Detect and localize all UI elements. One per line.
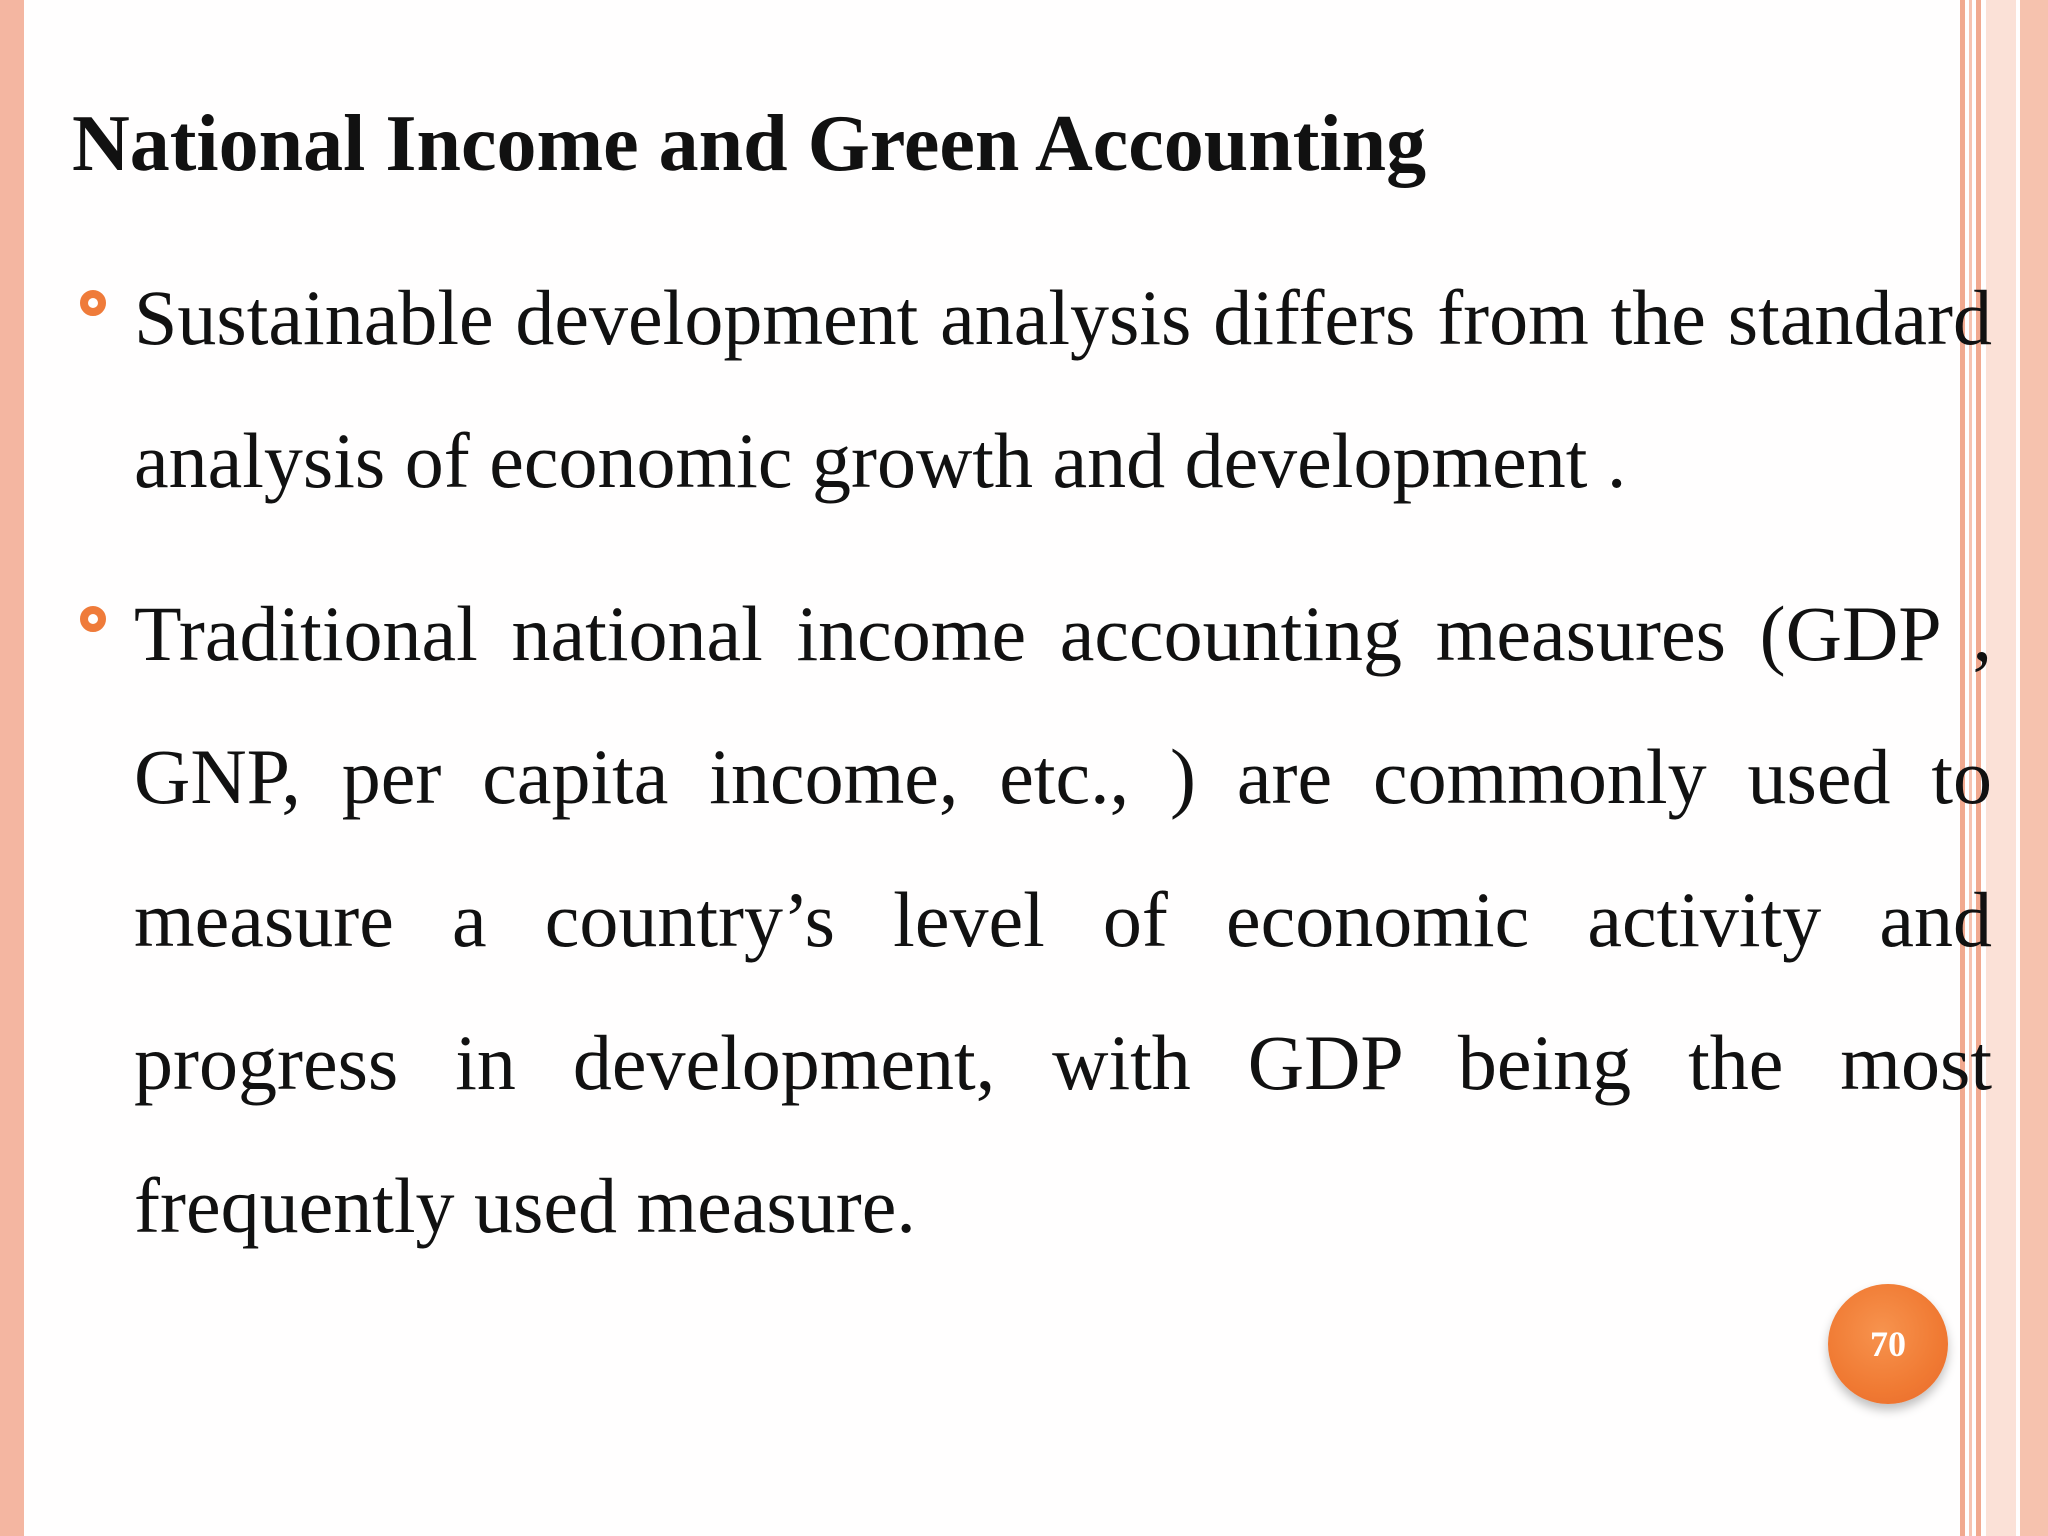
orange-ring-bullet-icon — [80, 606, 106, 632]
left-border-decoration — [0, 0, 24, 1536]
bullet-text: Traditional national income accounting measures (GDP , GNP, per capita income, etc., ) are commonly used to measure a country’s level of economic activity and progress in development, with GDP being the most frequently used measure. — [134, 590, 1992, 1249]
slide-title: National Income and Green Accounting — [72, 100, 1427, 188]
stripe — [2020, 0, 2048, 1536]
orange-ring-bullet-icon — [80, 290, 106, 316]
bullet-text: Sustainable development analysis differs from the standard analysis of economic growth and development . — [134, 274, 1992, 504]
page-number: 70 — [1870, 1324, 1906, 1364]
page-number-badge — [1828, 1284, 1948, 1404]
